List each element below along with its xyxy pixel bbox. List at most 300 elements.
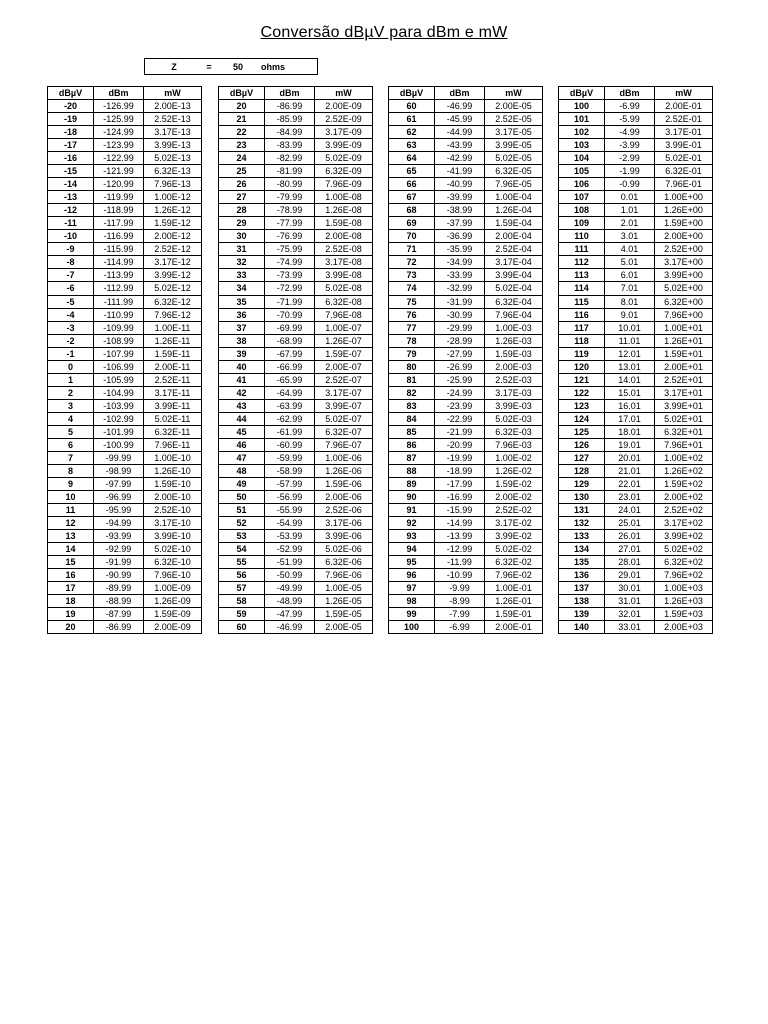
mw-cell: 3.17E-08 [315,256,373,269]
dbuv-cell: 127 [559,451,605,464]
dbm-cell: -53.99 [265,530,315,543]
mw-cell: 1.26E-05 [315,595,373,608]
table-row [559,178,713,191]
dbuv-cell: 89 [389,477,435,490]
dbm-cell: -87.99 [94,608,144,621]
dbm-cell: -32.99 [435,282,485,295]
dbm-cell: -83.99 [265,139,315,152]
dbuv-cell: 105 [559,165,605,178]
mw-cell: 5.02E-05 [485,152,543,165]
dbuv-cell: 104 [559,152,605,165]
mw-cell: 3.17E-01 [655,126,713,139]
dbuv-cell: 126 [559,438,605,451]
mw-cell: 5.02E+00 [655,282,713,295]
dbm-cell: -93.99 [94,530,144,543]
dbm-cell: 21.01 [605,464,655,477]
dbuv-cell: 92 [389,517,435,530]
mw-cell: 6.32E-06 [315,556,373,569]
mw-cell: 2.00E-07 [315,360,373,373]
table-row [219,295,373,308]
table-row [559,165,713,178]
table-row [48,308,202,321]
mw-header: mW [655,87,713,100]
dbuv-cell: 60 [219,621,265,634]
table-row [559,334,713,347]
dbm-cell: 30.01 [605,582,655,595]
dbuv-cell: 133 [559,530,605,543]
dbuv-cell: -5 [48,295,94,308]
dbuv-cell: 34 [219,282,265,295]
dbm-cell: -50.99 [265,569,315,582]
table-row [559,517,713,530]
table-row [559,360,713,373]
table-row [559,504,713,517]
dbuv-cell: 14 [48,543,94,556]
dbuv-cell: 31 [219,243,265,256]
dbuv-cell: 81 [389,373,435,386]
mw-cell: 2.52E-12 [144,243,202,256]
table-row [219,386,373,399]
dbm-cell: -86.99 [94,621,144,634]
table-row [219,569,373,582]
dbm-header: dBm [94,87,144,100]
dbuv-cell: 131 [559,504,605,517]
table-header-row [559,87,713,100]
dbm-cell: -111.99 [94,295,144,308]
dbm-cell: -33.99 [435,269,485,282]
mw-cell: 2.52E+01 [655,373,713,386]
dbm-cell: -7.99 [435,608,485,621]
dbuv-cell: 21 [219,113,265,126]
table-row [389,438,543,451]
dbuv-header: dBµV [559,87,605,100]
table-row [389,334,543,347]
mw-cell: 1.59E-07 [315,347,373,360]
table-row [48,243,202,256]
table-row [389,256,543,269]
table-row [389,425,543,438]
dbm-cell: -38.99 [435,204,485,217]
conversion-table-2 [218,86,373,634]
table-row [219,621,373,634]
table-row [559,256,713,269]
table-row [48,100,202,113]
dbuv-cell: 27 [219,191,265,204]
dbuv-cell: 124 [559,412,605,425]
dbuv-cell: 130 [559,490,605,503]
table-row [48,204,202,217]
table-row [48,582,202,595]
mw-cell: 1.26E-12 [144,204,202,217]
mw-cell: 6.32E-09 [315,165,373,178]
dbm-cell: -8.99 [435,595,485,608]
impedance-equals: = [206,61,212,72]
dbm-cell: -69.99 [265,321,315,334]
mw-cell: 1.59E-10 [144,477,202,490]
mw-cell: 1.59E-06 [315,477,373,490]
dbuv-cell: -18 [48,126,94,139]
dbuv-cell: 88 [389,464,435,477]
dbuv-cell: 100 [559,100,605,113]
dbuv-cell: 106 [559,178,605,191]
table-row [559,608,713,621]
table-row [219,308,373,321]
dbuv-cell: 2 [48,386,94,399]
mw-cell: 6.32E-01 [655,165,713,178]
dbuv-cell: 6 [48,438,94,451]
table-row [559,282,713,295]
dbuv-cell: 55 [219,556,265,569]
dbuv-cell: 137 [559,582,605,595]
table-row [559,438,713,451]
table-row [389,282,543,295]
table-row [389,347,543,360]
mw-cell: 3.99E-12 [144,269,202,282]
mw-cell: 5.02E-10 [144,543,202,556]
dbm-cell: -123.99 [94,139,144,152]
dbm-cell: -13.99 [435,530,485,543]
dbm-cell: 2.01 [605,217,655,230]
dbuv-cell: 103 [559,139,605,152]
dbm-cell: -120.99 [94,178,144,191]
dbm-cell: -72.99 [265,282,315,295]
mw-header: mW [485,87,543,100]
dbm-cell: -98.99 [94,464,144,477]
dbuv-cell: 32 [219,256,265,269]
mw-cell: 5.02E-11 [144,412,202,425]
table-row [219,113,373,126]
table-header-row [389,87,543,100]
table-row [219,425,373,438]
table-row [48,608,202,621]
dbm-cell: -59.99 [265,451,315,464]
dbuv-cell: 59 [219,608,265,621]
dbm-cell: 23.01 [605,490,655,503]
mw-cell: 7.96E-07 [315,438,373,451]
dbm-cell: -14.99 [435,517,485,530]
mw-cell: 2.00E-02 [485,490,543,503]
table-row [559,582,713,595]
mw-cell: 3.99E-03 [485,399,543,412]
dbuv-cell: 43 [219,399,265,412]
table-header-row [219,87,373,100]
table-row [389,477,543,490]
impedance-box [144,58,318,75]
dbm-cell: 8.01 [605,295,655,308]
dbm-cell: -81.99 [265,165,315,178]
mw-cell: 7.96E-10 [144,569,202,582]
dbuv-cell: 125 [559,425,605,438]
table-row [219,100,373,113]
dbm-cell: -115.99 [94,243,144,256]
table-row [389,113,543,126]
mw-cell: 5.02E-06 [315,543,373,556]
dbm-cell: 25.01 [605,517,655,530]
dbuv-cell: 18 [48,595,94,608]
dbm-header: dBm [265,87,315,100]
dbuv-cell: 42 [219,386,265,399]
mw-cell: 3.99E-04 [485,269,543,282]
table-row [389,217,543,230]
table-row [48,399,202,412]
mw-cell: 1.00E+01 [655,321,713,334]
mw-cell: 3.99E-01 [655,139,713,152]
table-row [389,504,543,517]
table-row [219,504,373,517]
dbm-cell: -45.99 [435,113,485,126]
dbuv-cell: 138 [559,595,605,608]
mw-cell: 3.99E+01 [655,399,713,412]
table-row [219,178,373,191]
dbm-cell: -91.99 [94,556,144,569]
dbuv-cell: 49 [219,477,265,490]
table-row [559,569,713,582]
dbuv-cell: 5 [48,425,94,438]
conversion-table-1 [47,86,202,634]
dbm-cell: -0.99 [605,178,655,191]
impedance-unit: ohms [261,61,286,72]
mw-cell: 2.00E-09 [144,621,202,634]
mw-cell: 1.00E-11 [144,321,202,334]
dbuv-cell: 11 [48,504,94,517]
mw-cell: 1.26E+01 [655,334,713,347]
dbuv-cell: 123 [559,399,605,412]
dbm-cell: 33.01 [605,621,655,634]
dbm-cell: -114.99 [94,256,144,269]
dbm-cell: 31.01 [605,595,655,608]
dbm-cell: 10.01 [605,321,655,334]
dbm-cell: -79.99 [265,191,315,204]
dbuv-cell: -1 [48,347,94,360]
mw-cell: 2.52E-04 [485,243,543,256]
dbm-cell: -3.99 [605,139,655,152]
table-row [389,373,543,386]
table-row [389,152,543,165]
dbm-cell: -88.99 [94,595,144,608]
dbuv-cell: 65 [389,165,435,178]
table-row [389,543,543,556]
dbuv-cell: 68 [389,204,435,217]
table-row [48,451,202,464]
dbm-cell: -67.99 [265,347,315,360]
dbm-cell: -21.99 [435,425,485,438]
dbuv-cell: 20 [48,621,94,634]
dbm-cell: -104.99 [94,386,144,399]
table-row [389,243,543,256]
table-row [559,204,713,217]
mw-cell: 7.96E+02 [655,569,713,582]
table-row [559,113,713,126]
mw-cell: 3.99E-09 [315,139,373,152]
dbuv-cell: 8 [48,464,94,477]
dbm-cell: -46.99 [265,621,315,634]
table-row [48,425,202,438]
mw-cell: 2.00E-09 [315,100,373,113]
mw-cell: 3.99E-07 [315,399,373,412]
table-row [48,621,202,634]
table-row [48,295,202,308]
dbm-cell: -35.99 [435,243,485,256]
dbuv-cell: 28 [219,204,265,217]
dbuv-cell: 23 [219,139,265,152]
mw-cell: 5.02E-07 [315,412,373,425]
table-row [389,191,543,204]
mw-cell: 2.00E-03 [485,360,543,373]
table-row [559,556,713,569]
mw-cell: 7.96E-04 [485,308,543,321]
table-row [48,256,202,269]
dbm-cell: -49.99 [265,582,315,595]
mw-cell: 2.52E-09 [315,113,373,126]
mw-cell: 1.26E+02 [655,464,713,477]
dbuv-cell: -15 [48,165,94,178]
table-row [389,360,543,373]
dbm-cell: -4.99 [605,126,655,139]
table-row [48,517,202,530]
mw-cell: 3.17E-06 [315,517,373,530]
dbm-cell: -17.99 [435,477,485,490]
dbm-cell: -71.99 [265,295,315,308]
mw-cell: 1.59E-01 [485,608,543,621]
dbm-cell: -95.99 [94,504,144,517]
table-row [48,386,202,399]
dbuv-cell: 76 [389,308,435,321]
dbuv-cell: 114 [559,282,605,295]
dbuv-cell: 73 [389,269,435,282]
mw-cell: 1.26E+03 [655,595,713,608]
table-row [389,530,543,543]
dbm-cell: -10.99 [435,569,485,582]
table-row [559,243,713,256]
mw-cell: 7.96E-03 [485,438,543,451]
dbuv-cell: 83 [389,399,435,412]
mw-cell: 2.52E-08 [315,243,373,256]
dbm-cell: -94.99 [94,517,144,530]
mw-cell: 1.26E-11 [144,334,202,347]
mw-cell: 5.02E-04 [485,282,543,295]
dbuv-cell: 129 [559,477,605,490]
dbuv-cell: 26 [219,178,265,191]
dbuv-cell: -7 [48,269,94,282]
table-row [389,451,543,464]
dbuv-cell: -11 [48,217,94,230]
dbuv-cell: 10 [48,490,94,503]
dbuv-cell: 90 [389,490,435,503]
table-row [48,347,202,360]
dbuv-cell: 40 [219,360,265,373]
dbm-cell: -42.99 [435,152,485,165]
dbuv-cell: 139 [559,608,605,621]
dbm-cell: 12.01 [605,347,655,360]
table-row [559,490,713,503]
dbuv-cell: 112 [559,256,605,269]
dbm-cell: 5.01 [605,256,655,269]
dbuv-cell: -19 [48,113,94,126]
table-row [559,321,713,334]
dbuv-cell: -13 [48,191,94,204]
dbm-cell: -106.99 [94,360,144,373]
dbuv-cell: 79 [389,347,435,360]
dbuv-cell: 38 [219,334,265,347]
dbm-cell: -80.99 [265,178,315,191]
dbuv-cell: 135 [559,556,605,569]
mw-cell: 6.32E-13 [144,165,202,178]
dbuv-cell: 132 [559,517,605,530]
dbm-cell: 32.01 [605,608,655,621]
mw-cell: 1.00E+02 [655,451,713,464]
dbm-cell: -73.99 [265,269,315,282]
table-row [219,217,373,230]
mw-cell: 1.59E-03 [485,347,543,360]
mw-cell: 5.02E-13 [144,152,202,165]
dbm-cell: -11.99 [435,556,485,569]
dbm-cell: -56.99 [265,490,315,503]
table-row [559,295,713,308]
table-row [219,438,373,451]
table-row [48,152,202,165]
dbuv-cell: 56 [219,569,265,582]
dbuv-cell: 12 [48,517,94,530]
mw-cell: 1.00E-04 [485,191,543,204]
table-row [48,139,202,152]
table-row [389,178,543,191]
dbm-cell: -22.99 [435,412,485,425]
mw-cell: 1.59E-12 [144,217,202,230]
dbm-header: dBm [605,87,655,100]
dbm-cell: -64.99 [265,386,315,399]
table-row [219,152,373,165]
dbm-cell: -97.99 [94,477,144,490]
conversion-table-3 [388,86,543,634]
dbuv-cell: 111 [559,243,605,256]
dbuv-cell: -20 [48,100,94,113]
mw-cell: 1.26E-04 [485,204,543,217]
table-row [219,556,373,569]
dbm-cell: -74.99 [265,256,315,269]
mw-cell: 6.32E-08 [315,295,373,308]
mw-cell: 1.59E-09 [144,608,202,621]
dbuv-cell: 24 [219,152,265,165]
table-row [389,556,543,569]
dbuv-cell: 19 [48,608,94,621]
dbm-cell: 11.01 [605,334,655,347]
table-row [389,321,543,334]
mw-cell: 1.59E-04 [485,217,543,230]
mw-cell: 2.52E-03 [485,373,543,386]
mw-cell: 7.96E-11 [144,438,202,451]
mw-cell: 2.52E-11 [144,373,202,386]
mw-cell: 1.00E-03 [485,321,543,334]
mw-cell: 3.99E-06 [315,530,373,543]
dbuv-cell: 48 [219,464,265,477]
table-row [219,256,373,269]
mw-cell: 5.02E+02 [655,543,713,556]
mw-cell: 3.99E-10 [144,530,202,543]
dbm-cell: -25.99 [435,373,485,386]
mw-cell: 3.17E-05 [485,126,543,139]
mw-cell: 3.17E-09 [315,126,373,139]
table-row [48,595,202,608]
dbm-cell: -26.99 [435,360,485,373]
mw-cell: 7.96E-05 [485,178,543,191]
table-row [559,412,713,425]
dbuv-cell: 41 [219,373,265,386]
table-row [48,126,202,139]
table-row [48,490,202,503]
mw-cell: 3.17E-03 [485,386,543,399]
table-row [559,373,713,386]
mw-cell: 2.52E-07 [315,373,373,386]
